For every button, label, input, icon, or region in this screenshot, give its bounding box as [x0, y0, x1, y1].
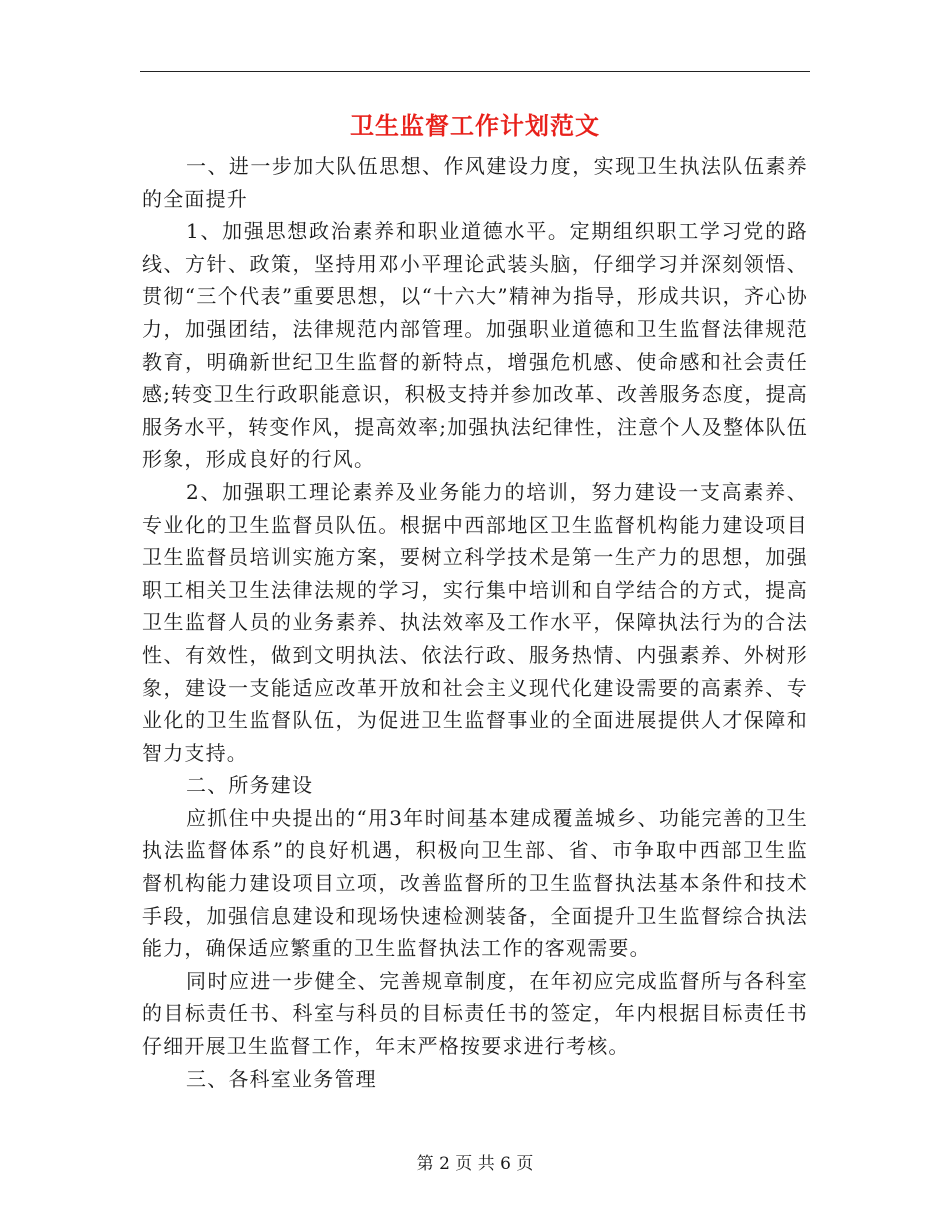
section-heading-2: 二、所务建设 [186, 773, 314, 798]
document-body [142, 150, 808, 1095]
page-footer [0, 1152, 950, 1176]
page-number-mid: 页 共 [455, 1154, 495, 1174]
document-title: 卫生监督工作计划范文 [350, 111, 600, 140]
page-number-prefix: 第 [416, 1154, 434, 1174]
section-heading-3: 三、各科室业务管理 [186, 1066, 377, 1091]
section-heading-1: 一、进一步加大队伍思想、作风建设力度，实现卫生执法队伍素养的全面提升 [142, 154, 808, 211]
paragraph-3: 应抓住中央提出的“用3年时间基本建成覆盖城乡、功能完善的卫生执法监督体系”的良好机遇，积极向卫生部、省、市争取中西部卫生监督机构能力建设项目立项，改善监督所的卫生监督执法基本条件和技术手段，加强信息建设和现场快速检测装备，全面提升卫生监督综合执法能力，确保适应繁重的卫生监督执法工作的客观需要。 [142, 805, 808, 961]
header-rule [140, 71, 810, 72]
page-number-total: 6 [500, 1154, 511, 1174]
page-number-current: 2 [439, 1154, 450, 1174]
page-number-suffix: 页 [516, 1154, 534, 1174]
paragraph-1: 1、加强思想政治素养和职业道德水平。定期组织职工学习党的路线、方针、政策，坚持用邓小平理论武装头脑，仔细学习并深刻领悟、贯彻“三个代表”重要思想，以“十六大”精神为指导，形成共识，齐心协力，加强团结，法律规范内部管理。加强职业道德和卫生监督法律规范教育，明确新世纪卫生监督的新特点，增强危机感、使命感和社会责任感;转变卫生行政职能意识，积极支持并参加改革、改善服务态度，提高服务水平，转变作风，提高效率;加强执法纪律性，注意个人及整体队伍形象，形成良好的行风。 [142, 219, 808, 472]
paragraph-2: 2、加强职工理论素养及业务能力的培训，努力建设一支高素养、专业化的卫生监督员队伍。根据中西部地区卫生监督机构能力建设项目卫生监督员培训实施方案，要树立科学技术是第一生产力的思想，加强职工相关卫生法律法规的学习，实行集中培训和自学结合的方式，提高卫生监督人员的业务素养、执法效率及工作水平，保障执法行为的合法性、有效性，做到文明执法、依法行政、服务热情、内强素养、外树形象，建设一支能适应改革开放和社会主义现代化建设需要的高素养、专业化的卫生监督队伍，为促进卫生监督事业的全面进展提供人才保障和智力支持。 [142, 479, 808, 765]
paragraph-4: 同时应进一步健全、完善规章制度，在年初应完成监督所与各科室的目标责任书、科室与科员的目标责任书的签定，年内根据目标责任书仔细开展卫生监督工作，年末严格按要求进行考核。 [142, 968, 808, 1059]
